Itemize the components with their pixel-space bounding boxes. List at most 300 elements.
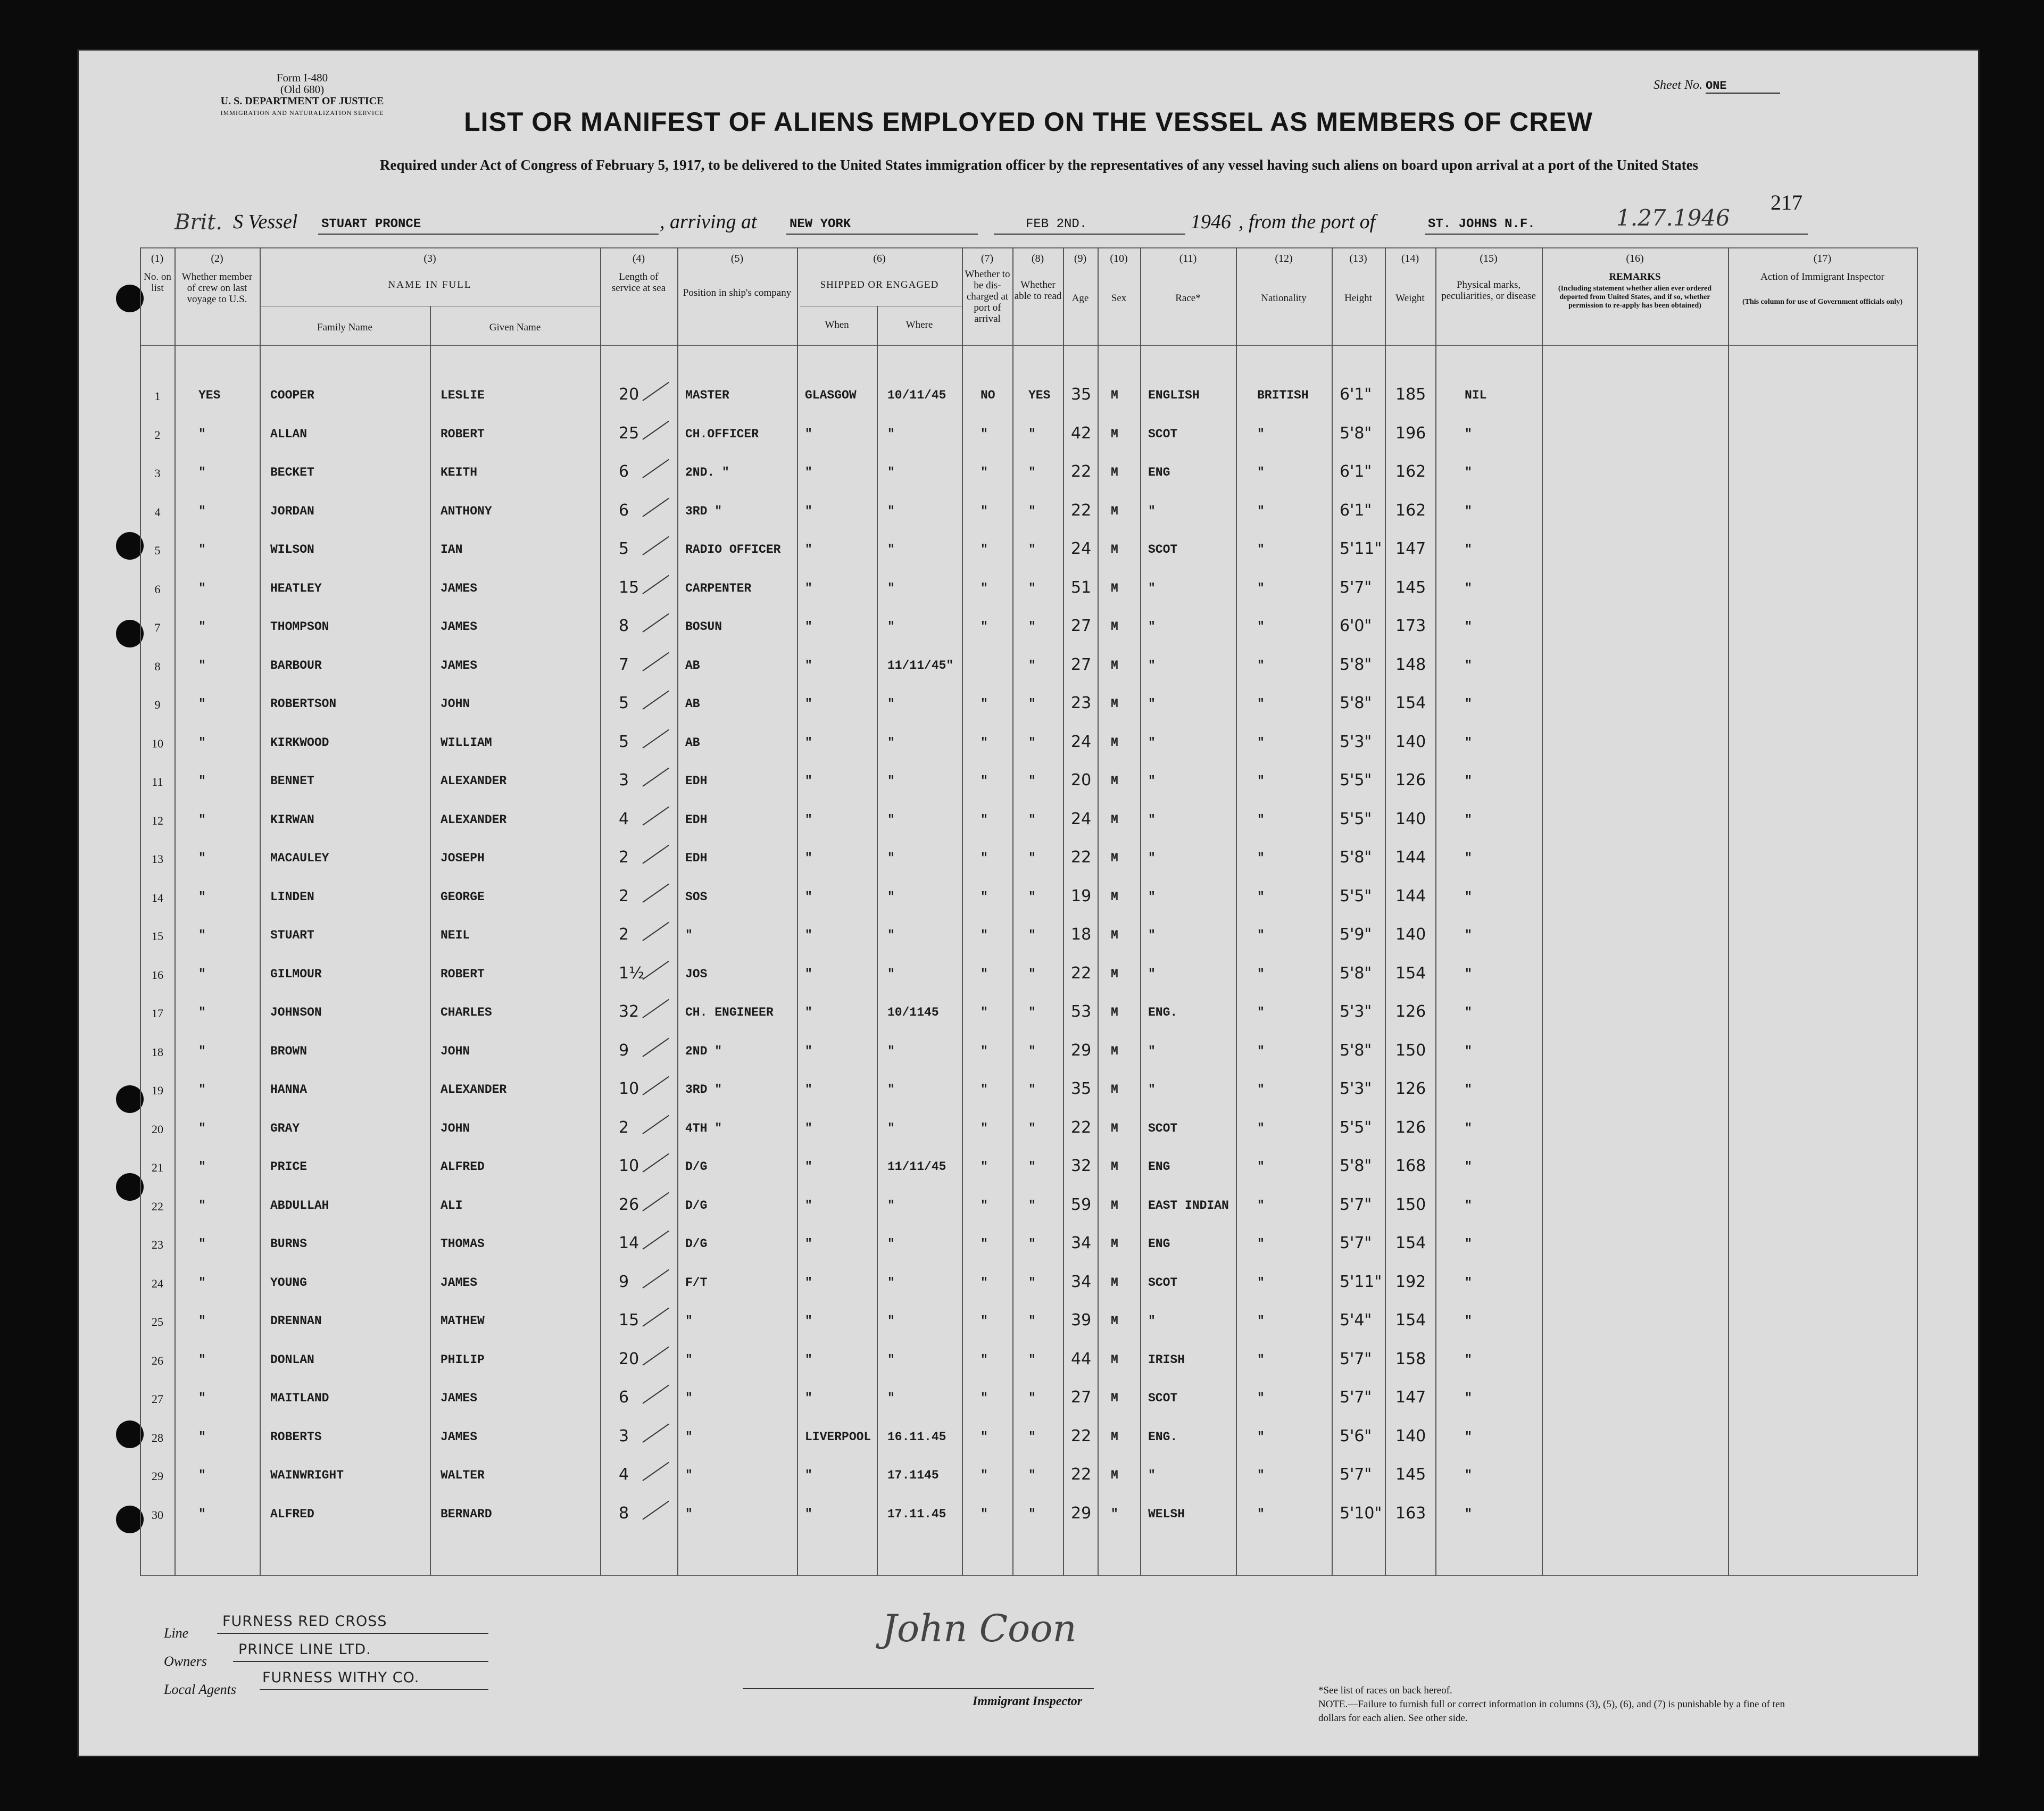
able-read-cell: "	[1028, 658, 1036, 672]
weight-cell: 140	[1395, 1426, 1426, 1446]
race-cell: "	[1148, 851, 1156, 865]
page-title: LIST OR MANIFEST OF ALIENS EMPLOYED ON THE VESSEL AS MEMBERS OF CREW	[464, 107, 1593, 137]
physical-marks-cell: "	[1465, 1507, 1472, 1521]
shipped-when-cell: "	[805, 1044, 812, 1058]
physical-marks-cell: "	[1465, 812, 1472, 827]
check-mark	[642, 999, 669, 1018]
member-cell: "	[198, 697, 206, 711]
nationality-cell: "	[1257, 812, 1265, 827]
sex-cell: M	[1111, 427, 1118, 441]
able-read-cell: "	[1028, 774, 1036, 788]
physical-marks-cell: "	[1465, 1314, 1472, 1328]
member-cell: YES	[198, 388, 221, 402]
departure-port: ST. JOHNS N.F.	[1428, 217, 1535, 231]
age-cell: 35	[1071, 385, 1092, 404]
given-name-cell: JAMES	[441, 1391, 478, 1405]
race-cell: ENG	[1148, 466, 1170, 479]
header-physical-marks: Physical marks, peculiarities, or disease	[1441, 279, 1536, 302]
able-read-cell: "	[1028, 1160, 1036, 1174]
position-cell: AB	[685, 735, 700, 750]
arrival-port-field	[786, 210, 978, 235]
age-cell: 24	[1071, 732, 1092, 751]
able-read-cell: "	[1028, 504, 1036, 518]
service-length-cell: 32	[619, 1002, 639, 1021]
header-length-service: Length of service at sea	[611, 271, 666, 294]
shipped-when-cell: "	[805, 890, 812, 904]
physical-marks-cell: "	[1465, 928, 1472, 942]
member-cell: "	[198, 658, 206, 672]
age-cell: 42	[1071, 423, 1092, 443]
family-name-cell: MAITLAND	[270, 1391, 329, 1405]
physical-marks-cell: "	[1465, 1275, 1472, 1290]
physical-marks-cell: "	[1465, 1083, 1472, 1096]
sex-cell: M	[1111, 774, 1118, 788]
discharged-cell: "	[981, 427, 988, 441]
able-read-cell: "	[1028, 967, 1036, 981]
discharged-cell: "	[981, 851, 988, 865]
old-form-number: (Old 680)	[280, 83, 325, 96]
family-name-cell: BROWN	[270, 1044, 308, 1058]
shipped-where-cell: "	[887, 890, 895, 904]
weight-cell: 140	[1395, 925, 1426, 944]
row-number: 13	[152, 852, 163, 866]
col-border	[1385, 247, 1386, 1576]
weight-cell: 168	[1395, 1157, 1426, 1175]
discharged-cell: "	[981, 812, 988, 827]
shipped-when-cell: "	[805, 1507, 812, 1521]
age-cell: 23	[1071, 694, 1092, 712]
race-cell: "	[1148, 620, 1156, 634]
discharged-cell: "	[981, 928, 988, 942]
position-cell: EDH	[685, 851, 708, 865]
age-cell: 20	[1071, 771, 1092, 790]
shipped-when-cell: "	[805, 1237, 812, 1251]
family-name-cell: HANNA	[270, 1083, 308, 1096]
member-cell: "	[198, 1083, 206, 1096]
able-read-cell: "	[1028, 1507, 1036, 1521]
member-cell: "	[198, 620, 206, 634]
nationality-cell: "	[1257, 1198, 1265, 1212]
member-cell: "	[198, 1275, 206, 1290]
sex-cell: M	[1111, 697, 1118, 711]
sex-cell: M	[1111, 1314, 1118, 1328]
height-cell: 5'5"	[1340, 771, 1372, 790]
check-mark	[642, 613, 669, 633]
service-length-cell: 6	[619, 462, 629, 481]
nationality-cell: "	[1257, 928, 1265, 942]
weight-cell: 163	[1395, 1503, 1426, 1523]
shipped-where-cell: "	[887, 697, 895, 711]
row-number: 30	[152, 1508, 163, 1522]
sex-cell: M	[1111, 928, 1118, 942]
physical-marks-cell: "	[1465, 1352, 1472, 1367]
row-number: 14	[152, 891, 163, 904]
able-read-cell: "	[1028, 735, 1036, 750]
weight-cell: 140	[1395, 809, 1426, 828]
sex-cell: M	[1111, 543, 1118, 556]
row-number: 24	[152, 1276, 163, 1290]
check-mark	[642, 497, 669, 517]
race-cell: ENG.	[1148, 1430, 1178, 1444]
height-cell: 5'4"	[1340, 1311, 1372, 1330]
shipped-where-cell: "	[887, 620, 895, 634]
discharged-cell: "	[981, 735, 988, 750]
shipped-when-cell: "	[805, 1391, 812, 1405]
sex-cell: M	[1111, 1352, 1118, 1367]
local-agents-value: FURNESS WITHY CO.	[262, 1669, 420, 1686]
shipped-where-cell: "	[887, 581, 895, 595]
footer-note	[1318, 1684, 1797, 1725]
race-cell: SCOT	[1148, 1275, 1178, 1290]
weight-cell: 162	[1395, 501, 1426, 520]
member-cell: "	[198, 1160, 206, 1174]
vessel-line	[95, 205, 1850, 240]
age-cell: 24	[1071, 809, 1092, 828]
family-name-cell: ALLAN	[270, 427, 308, 441]
race-cell: "	[1148, 504, 1156, 518]
weight-cell: 140	[1395, 732, 1426, 751]
sheet-number-label: Sheet No.	[1654, 78, 1702, 92]
discharged-cell: "	[981, 1391, 988, 1405]
race-cell: "	[1148, 1314, 1156, 1328]
height-cell: 5'3"	[1340, 1002, 1372, 1021]
row-number: 5	[154, 544, 161, 557]
nationality-cell: "	[1257, 1468, 1265, 1482]
physical-marks-cell: NIL	[1465, 388, 1487, 402]
shipped-where-cell: "	[887, 735, 895, 750]
age-cell: 27	[1071, 1388, 1092, 1407]
given-name-cell: GEORGE	[441, 890, 485, 904]
header-remarks-note: (Including statement whether alien ever ordered deported from United States, and if so, whether permission to re-apply has been obtained)	[1558, 285, 1712, 310]
physical-marks-cell: "	[1465, 774, 1472, 788]
family-name-cell: BARBOUR	[270, 658, 322, 672]
col-border	[1332, 247, 1333, 1576]
age-cell: 29	[1071, 1041, 1092, 1060]
age-cell: 35	[1071, 1079, 1092, 1098]
check-mark	[642, 1076, 669, 1095]
given-name-cell: CHARLES	[441, 1006, 492, 1019]
check-mark	[642, 1231, 669, 1250]
row-number: 1	[154, 389, 161, 403]
col-number: (13)	[1349, 253, 1367, 264]
header-given-name: Given Name	[489, 322, 541, 333]
arrival-date: FEB 2ND.	[1026, 217, 1087, 231]
row-number: 25	[152, 1315, 163, 1328]
weight-cell: 145	[1395, 1465, 1426, 1484]
col-border	[175, 247, 176, 1576]
given-name-cell: ALEXANDER	[441, 774, 507, 788]
race-cell: "	[1148, 928, 1156, 942]
col-number: (4)	[632, 253, 645, 264]
height-cell: 5'6"	[1340, 1426, 1372, 1446]
height-cell: 5'3"	[1340, 1079, 1372, 1098]
height-cell: 5'5"	[1340, 886, 1372, 906]
check-mark	[642, 652, 669, 671]
position-cell: "	[685, 1391, 693, 1405]
row-number: 2	[154, 428, 161, 442]
form-number: Form I-480	[276, 71, 328, 84]
vessel-label: S Vessel	[233, 211, 298, 233]
height-cell: 5'8"	[1340, 423, 1372, 443]
service-length-cell: 2	[619, 886, 629, 906]
position-cell: JOS	[685, 967, 708, 981]
header-when: When	[825, 319, 849, 330]
shipped-when-cell: "	[805, 427, 812, 441]
weight-cell: 150	[1395, 1041, 1426, 1060]
shipped-when-cell: "	[805, 1352, 812, 1367]
page-number: 217	[1771, 190, 1802, 214]
physical-marks-cell: "	[1465, 1198, 1472, 1212]
able-read-cell: "	[1028, 1352, 1036, 1367]
able-read-cell: "	[1028, 697, 1036, 711]
able-read-cell: "	[1028, 1314, 1036, 1328]
physical-marks-cell: "	[1465, 967, 1472, 981]
weight-cell: 126	[1395, 771, 1426, 790]
col-border	[1435, 247, 1436, 1576]
nationality-cell: "	[1257, 851, 1265, 865]
family-name-cell: ABDULLAH	[270, 1198, 329, 1212]
nationality-cell: "	[1257, 735, 1265, 750]
col-number: (11)	[1179, 253, 1197, 264]
position-cell: D/G	[685, 1160, 708, 1174]
col-number: (5)	[730, 253, 744, 264]
check-mark	[642, 536, 669, 555]
header-nationality: Nationality	[1261, 293, 1307, 304]
family-name-cell: WAINWRIGHT	[270, 1468, 344, 1482]
sex-cell: M	[1111, 1468, 1118, 1482]
line-label: Line	[164, 1625, 189, 1641]
service-length-cell: 2	[619, 848, 629, 867]
nationality-cell: "	[1257, 1275, 1265, 1290]
position-cell: CH.OFFICER	[685, 427, 759, 441]
given-name-cell: ALFRED	[441, 1160, 485, 1174]
race-cell: ENG	[1148, 1160, 1170, 1174]
height-cell: 5'9"	[1340, 925, 1372, 944]
age-cell: 34	[1071, 1234, 1092, 1252]
row-number: 11	[152, 775, 163, 788]
col-border	[877, 306, 878, 1576]
check-mark	[642, 1115, 669, 1134]
family-name-cell: THOMPSON	[270, 620, 329, 634]
shipped-where-cell: "	[887, 1314, 895, 1328]
check-mark	[642, 420, 669, 439]
physical-marks-cell: "	[1465, 1468, 1472, 1482]
race-cell: SCOT	[1148, 1121, 1178, 1135]
member-cell: "	[198, 1430, 206, 1444]
discharged-cell: "	[981, 1352, 988, 1367]
position-cell: D/G	[685, 1198, 708, 1212]
nationality-cell: "	[1257, 1237, 1265, 1251]
check-mark	[642, 1269, 669, 1288]
weight-cell: 185	[1395, 385, 1426, 404]
col-number: (1)	[151, 253, 164, 264]
race-cell: SCOT	[1148, 543, 1178, 556]
weight-cell: 162	[1395, 462, 1426, 481]
able-read-cell: "	[1028, 1006, 1036, 1019]
row-number: 23	[152, 1238, 163, 1251]
header-bottom-border	[140, 345, 1917, 346]
row-number: 17	[152, 1007, 163, 1020]
col-border	[600, 247, 601, 1576]
shipped-where-cell: "	[887, 466, 895, 479]
row-number: 8	[154, 659, 161, 673]
family-name-cell: YOUNG	[270, 1275, 308, 1290]
age-cell: 44	[1071, 1349, 1092, 1368]
sex-cell: M	[1111, 812, 1118, 827]
nationality-cell: "	[1257, 1352, 1265, 1367]
able-read-cell: "	[1028, 581, 1036, 595]
physical-marks-cell: "	[1465, 581, 1472, 595]
member-cell: "	[198, 1468, 206, 1482]
shipped-when-cell: "	[805, 504, 812, 518]
service-length-cell: 15	[619, 1311, 639, 1330]
able-read-cell: "	[1028, 1275, 1036, 1290]
service-length-cell: 3	[619, 1426, 629, 1446]
sex-cell: M	[1111, 466, 1118, 479]
check-mark	[642, 922, 669, 941]
nationality-cell: "	[1257, 427, 1265, 441]
col-number: (10)	[1110, 253, 1128, 264]
shipped-when-cell: "	[805, 1275, 812, 1290]
discharged-cell: "	[981, 1468, 988, 1482]
header-remarks: REMARKS	[1609, 271, 1661, 283]
nationality-cell: "	[1257, 1083, 1265, 1096]
check-mark	[642, 1037, 669, 1057]
header-able-to-read: Whether able to read	[1014, 279, 1062, 302]
race-cell: "	[1148, 890, 1156, 904]
sex-cell: M	[1111, 504, 1118, 518]
age-cell: 22	[1071, 501, 1092, 520]
given-name-cell: JAMES	[441, 581, 478, 595]
shipped-where-cell: 17.1145	[887, 1468, 939, 1482]
able-read-cell: "	[1028, 620, 1036, 634]
shipped-where-cell: "	[887, 1198, 895, 1212]
service-length-cell: 14	[619, 1234, 639, 1252]
check-mark	[642, 1462, 669, 1481]
discharged-cell: "	[981, 1237, 988, 1251]
position-cell: 3RD "	[685, 504, 722, 518]
sex-cell: M	[1111, 1006, 1118, 1019]
given-name-cell: JAMES	[441, 620, 478, 634]
col-border	[962, 247, 963, 1576]
header-action-note: (This column for use of Government officials only)	[1742, 298, 1903, 306]
position-cell: F/T	[685, 1275, 708, 1290]
able-read-cell: "	[1028, 427, 1036, 441]
check-mark	[642, 883, 669, 902]
race-cell: "	[1148, 1044, 1156, 1058]
age-cell: 27	[1071, 655, 1092, 674]
able-read-cell: "	[1028, 890, 1036, 904]
service-length-cell: 2	[619, 925, 629, 944]
weight-cell: 145	[1395, 578, 1426, 597]
department-name: U. S. DEPARTMENT OF JUSTICE	[220, 95, 384, 107]
member-cell: "	[198, 543, 206, 556]
height-cell: 5'11"	[1340, 1272, 1382, 1291]
race-cell: "	[1148, 1083, 1156, 1096]
member-cell: "	[198, 890, 206, 904]
family-name-cell: COOPER	[270, 388, 314, 402]
sheet-number	[1654, 78, 1780, 94]
physical-marks-cell: "	[1465, 658, 1472, 672]
family-name-cell: BENNET	[270, 774, 314, 788]
sex-cell: M	[1111, 388, 1118, 402]
height-cell: 6'0"	[1340, 617, 1372, 635]
position-cell: EDH	[685, 812, 708, 827]
shipped-where-cell: "	[887, 967, 895, 981]
sex-cell: M	[1111, 658, 1118, 672]
family-name-cell: DONLAN	[270, 1352, 314, 1367]
weight-cell: 154	[1395, 963, 1426, 983]
sex-cell: M	[1111, 1044, 1118, 1058]
able-read-cell: "	[1028, 1198, 1036, 1212]
service-length-cell: 15	[619, 578, 639, 597]
height-cell: 5'11"	[1340, 539, 1382, 558]
height-cell: 5'7"	[1340, 578, 1372, 597]
row-number: 16	[152, 968, 163, 982]
position-cell: "	[685, 1352, 693, 1367]
position-cell: 2ND. "	[685, 466, 729, 479]
discharged-cell: "	[981, 466, 988, 479]
age-cell: 22	[1071, 963, 1092, 983]
height-cell: 5'8"	[1340, 1157, 1372, 1175]
col-border	[797, 247, 798, 1576]
given-name-cell: ROBERT	[441, 427, 485, 441]
discharged-cell: "	[981, 1083, 988, 1096]
family-name-cell: ROBERTS	[270, 1430, 322, 1444]
weight-cell: 147	[1395, 1388, 1426, 1407]
header-action-inspector: Action of Immigrant Inspector	[1760, 271, 1884, 283]
member-cell: "	[198, 812, 206, 827]
col-number: (9)	[1074, 253, 1087, 264]
arrival-date-field	[994, 210, 1185, 235]
member-cell: "	[198, 504, 206, 518]
able-read-cell: "	[1028, 466, 1036, 479]
height-cell: 5'7"	[1340, 1349, 1372, 1368]
race-cell: "	[1148, 774, 1156, 788]
sex-cell: M	[1111, 890, 1118, 904]
col-number: (8)	[1031, 253, 1044, 264]
member-cell: "	[198, 581, 206, 595]
member-cell: "	[198, 1352, 206, 1367]
family-name-cell: JOHNSON	[270, 1006, 322, 1019]
inspector-label: Immigrant Inspector	[973, 1694, 1083, 1708]
shipped-where-cell: "	[887, 774, 895, 788]
discharged-cell: "	[981, 1198, 988, 1212]
col-border	[140, 247, 141, 1576]
race-cell: "	[1148, 581, 1156, 595]
service-length-cell: 8	[619, 617, 629, 635]
row-number: 9	[154, 698, 161, 711]
member-cell: "	[198, 1314, 206, 1328]
row-number: 20	[152, 1122, 163, 1136]
physical-marks-cell: "	[1465, 851, 1472, 865]
signature-line	[743, 1688, 1094, 1689]
shipped-when-cell: "	[805, 851, 812, 865]
shipped-when-cell: GLASGOW	[805, 388, 857, 402]
able-read-cell: "	[1028, 1237, 1036, 1251]
nationality-cell: "	[1257, 774, 1265, 788]
row-number: 15	[152, 929, 163, 943]
check-mark	[642, 382, 669, 401]
header-age: Age	[1071, 293, 1089, 304]
owners-value: PRINCE LINE LTD.	[238, 1641, 371, 1658]
header-family-name: Family Name	[317, 322, 372, 333]
height-cell: 6'1"	[1340, 385, 1372, 404]
service-length-cell: 26	[619, 1195, 639, 1214]
height-cell: 6'1"	[1340, 462, 1372, 481]
weight-cell: 148	[1395, 655, 1426, 674]
race-cell: SCOT	[1148, 427, 1178, 441]
